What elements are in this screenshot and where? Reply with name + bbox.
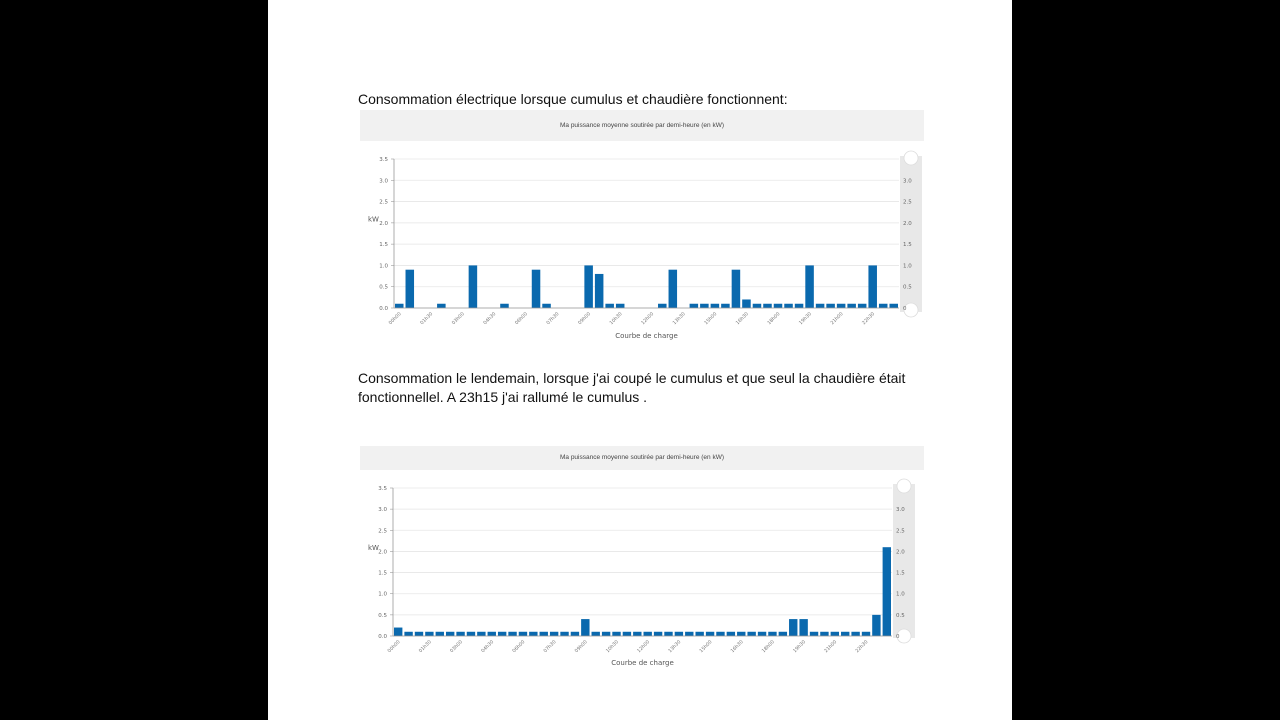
bar xyxy=(841,632,849,636)
x-tick-label: 06h00 xyxy=(514,311,529,327)
bar xyxy=(436,632,444,636)
bar xyxy=(737,632,745,636)
x-tick-label: 10h30 xyxy=(609,311,624,327)
chart-2-title: Ma puissance moyenne soutirée par demi-heure (en kW) xyxy=(360,446,924,470)
bar xyxy=(571,632,579,636)
right-tick-label: 1.5 xyxy=(896,570,905,577)
bar xyxy=(706,632,714,636)
x-tick-label: 18h00 xyxy=(767,311,782,327)
bar xyxy=(605,304,614,308)
bar xyxy=(508,632,516,636)
bar xyxy=(633,632,641,636)
bar xyxy=(700,304,709,308)
right-tick-label: 0.5 xyxy=(903,284,912,291)
bar xyxy=(868,265,877,308)
y-tick-label: 1.0 xyxy=(379,263,388,270)
y-tick-label: 1.5 xyxy=(379,242,388,249)
bar xyxy=(774,304,783,308)
caption-second-line2: fonctionnellel. A 23h15 j'ai rallumé le cumulus . xyxy=(358,389,648,405)
y-tick-label: 3.5 xyxy=(379,157,388,163)
x-tick-label: 15h00 xyxy=(699,639,714,655)
chart-1-plot xyxy=(360,110,924,348)
bar xyxy=(584,265,593,308)
bar xyxy=(415,632,423,636)
y-tick-label: 3.0 xyxy=(378,507,387,514)
x-tick-label: 12h00 xyxy=(640,311,656,327)
bar xyxy=(889,304,898,308)
bar xyxy=(592,632,600,636)
bar xyxy=(394,628,402,636)
bar xyxy=(862,632,870,636)
bar xyxy=(519,632,527,636)
bar xyxy=(488,632,496,636)
y-axis-label: kW xyxy=(368,544,379,552)
bar xyxy=(602,632,610,636)
bar xyxy=(500,304,509,308)
y-tick-label: 3.5 xyxy=(378,486,387,492)
bar xyxy=(498,632,506,636)
right-tick-label: 1.0 xyxy=(903,263,912,270)
x-tick-label: 09h00 xyxy=(574,639,589,655)
bar xyxy=(727,632,735,636)
bar xyxy=(395,304,404,308)
x-tick-label: 03h00 xyxy=(449,639,464,655)
bar xyxy=(879,304,888,308)
bar xyxy=(883,547,891,636)
bar xyxy=(616,304,625,308)
right-tick-label: 3.0 xyxy=(903,178,912,185)
navigator-handle-top-icon[interactable] xyxy=(904,151,918,165)
bar xyxy=(779,632,787,636)
bar xyxy=(612,632,620,636)
chart-2-plot xyxy=(360,446,924,674)
y-tick-label: 2.0 xyxy=(379,220,388,227)
y-tick-label: 0.0 xyxy=(379,306,388,312)
bar xyxy=(581,619,589,636)
bar xyxy=(669,270,678,308)
bar xyxy=(685,632,693,636)
bar xyxy=(675,632,683,636)
x-tick-label: 13h30 xyxy=(667,639,683,655)
x-tick-label: 19h30 xyxy=(792,639,808,655)
bar xyxy=(658,304,667,308)
bar xyxy=(540,632,548,636)
right-tick-label: 2.5 xyxy=(896,528,905,535)
x-tick-label: 19h30 xyxy=(798,311,813,327)
bar xyxy=(467,632,475,636)
x-tick-label: 07h30 xyxy=(546,311,561,327)
y-tick-label: 1.0 xyxy=(378,591,387,598)
y-tick-label: 3.0 xyxy=(379,178,388,185)
x-tick-label: 06h00 xyxy=(512,639,527,655)
x-tick-label: 16h30 xyxy=(730,639,745,655)
y-tick-label: 2.5 xyxy=(379,199,388,206)
x-tick-label: 00h00 xyxy=(388,311,403,327)
x-tick-label: 07h30 xyxy=(543,639,558,655)
right-tick-label: 3.0 xyxy=(896,507,905,514)
bar xyxy=(529,632,537,636)
right-tick-label: 2.0 xyxy=(903,220,912,227)
bar xyxy=(799,619,807,636)
bar xyxy=(858,304,867,308)
y-tick-label: 0.0 xyxy=(378,634,387,640)
bar xyxy=(768,632,776,636)
navigator-handle-top-icon[interactable] xyxy=(897,479,911,493)
bar xyxy=(446,632,454,636)
bar xyxy=(805,265,814,308)
bar xyxy=(758,632,766,636)
x-tick-label: 13h30 xyxy=(672,311,687,327)
bar xyxy=(837,304,846,308)
bar xyxy=(789,619,797,636)
right-tick-label: 0 xyxy=(903,306,907,312)
bar xyxy=(872,615,880,636)
x-tick-label: 16h30 xyxy=(735,311,750,327)
y-tick-label: 2.0 xyxy=(378,549,387,556)
bar xyxy=(851,632,859,636)
bar xyxy=(644,632,652,636)
bar xyxy=(795,304,804,308)
bar xyxy=(425,632,433,636)
x-tick-label: 01h30 xyxy=(419,311,435,327)
bar xyxy=(820,632,828,636)
bar xyxy=(532,270,541,308)
x-tick-label: 04h30 xyxy=(483,311,498,327)
x-tick-label: 15h00 xyxy=(703,311,719,327)
right-tick-label: 0.5 xyxy=(896,612,905,619)
bar xyxy=(654,632,662,636)
bar xyxy=(716,632,724,636)
x-tick-label: 10h30 xyxy=(605,639,620,655)
bar xyxy=(831,632,839,636)
bar xyxy=(784,304,793,308)
x-tick-label: 01h30 xyxy=(418,639,433,655)
bar xyxy=(753,304,762,308)
right-tick-label: 1.5 xyxy=(903,242,912,249)
right-tick-label: 0 xyxy=(896,634,900,640)
x-axis-label: Courbe de charge xyxy=(611,659,674,667)
bar xyxy=(747,632,755,636)
x-tick-label: 22h30 xyxy=(861,311,877,327)
x-axis-label: Courbe de charge xyxy=(615,332,678,340)
bar xyxy=(763,304,772,308)
bar xyxy=(810,632,818,636)
x-tick-label: 18h00 xyxy=(761,639,776,655)
bar xyxy=(721,304,730,308)
right-tick-label: 2.0 xyxy=(896,549,905,556)
chart-2 xyxy=(360,446,924,674)
bar xyxy=(477,632,485,636)
caption-first: Consommation électrique lorsque cumulus et chaudière fonctionnent: xyxy=(358,91,788,107)
x-tick-label: 12h00 xyxy=(636,639,652,655)
y-tick-label: 1.5 xyxy=(378,570,387,577)
bar xyxy=(404,632,412,636)
bar xyxy=(732,270,741,308)
y-tick-label: 2.5 xyxy=(378,528,387,535)
bar xyxy=(623,632,631,636)
bar xyxy=(695,632,703,636)
bar xyxy=(711,304,720,308)
x-tick-label: 04h30 xyxy=(480,639,496,655)
bar xyxy=(816,304,825,308)
document-page xyxy=(268,0,1012,720)
bar xyxy=(437,304,446,308)
bar xyxy=(550,632,558,636)
caption-second-line1: Consommation le lendemain, lorsque j'ai coupé le cumulus et que seul la chaudière était xyxy=(358,370,906,386)
y-axis-label: kW xyxy=(368,215,379,224)
chart-1-title: Ma puissance moyenne soutirée par demi-heure (en kW) xyxy=(360,110,924,141)
bar xyxy=(826,304,835,308)
x-tick-label: 09h00 xyxy=(577,311,593,327)
bar xyxy=(469,265,478,308)
x-tick-label: 03h00 xyxy=(451,311,466,327)
bar xyxy=(742,299,751,308)
bar xyxy=(847,304,856,308)
bar xyxy=(542,304,551,308)
bar xyxy=(664,632,672,636)
x-tick-label: 21h00 xyxy=(823,639,839,655)
x-tick-label: 22h30 xyxy=(855,639,870,655)
bar xyxy=(595,274,604,308)
x-tick-label: 00h00 xyxy=(387,639,402,655)
y-tick-label: 0.5 xyxy=(378,612,387,619)
x-tick-label: 21h00 xyxy=(830,311,845,327)
chart-1 xyxy=(360,110,924,348)
right-tick-label: 2.5 xyxy=(903,199,912,206)
right-tick-label: 1.0 xyxy=(896,591,905,598)
bar xyxy=(690,304,699,308)
bar xyxy=(456,632,464,636)
bar xyxy=(560,632,568,636)
y-tick-label: 0.5 xyxy=(379,284,388,291)
bar xyxy=(406,270,415,308)
